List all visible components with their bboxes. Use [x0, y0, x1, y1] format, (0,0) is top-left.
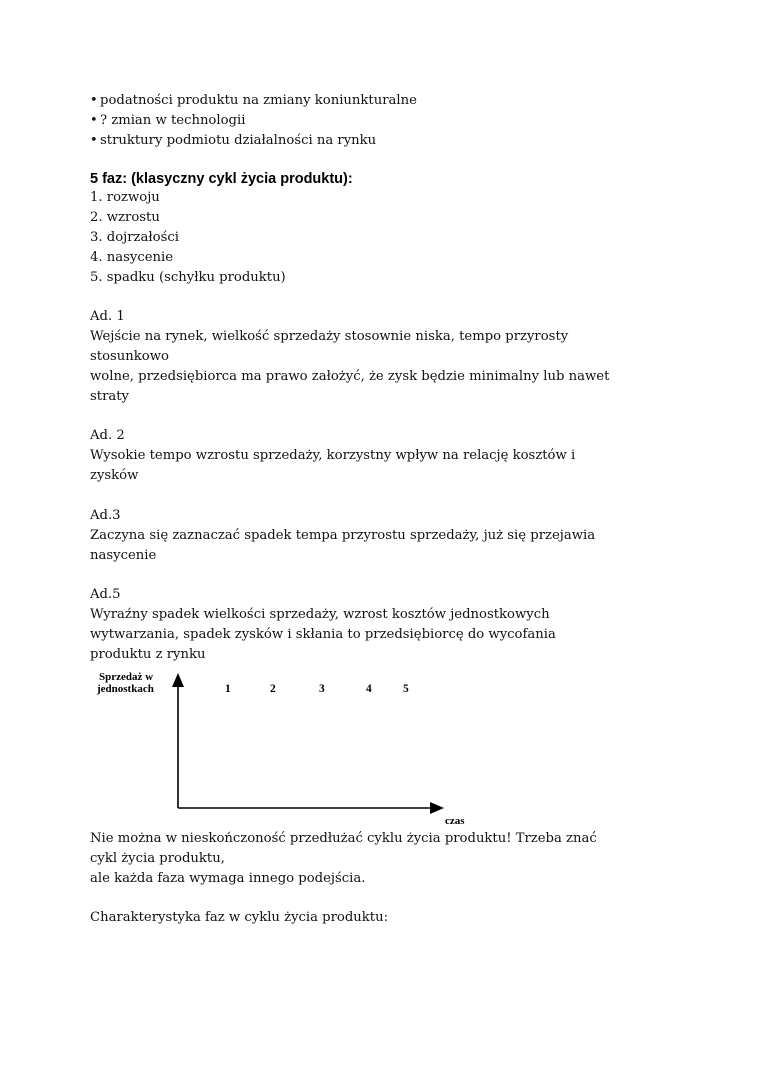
- phase-number-3: 3: [319, 683, 325, 695]
- phase-number-5: 5: [403, 683, 409, 695]
- bullet-item: • struktury podmiotu działalności na rynku: [90, 131, 376, 151]
- ad5-title: Ad.5: [90, 587, 121, 602]
- y-axis-arrow-icon: [172, 673, 184, 687]
- phase-item: 1. rozwoju: [90, 190, 160, 205]
- ad1-text-line: straty: [90, 389, 129, 404]
- ad3-text-line: nasycenie: [90, 548, 157, 563]
- ad5-text-line: Wyraźny spadek wielkości sprzedaży, wzrost kosztów jednostkowych: [90, 607, 550, 622]
- lifecycle-diagram: [90, 668, 490, 832]
- ad3-title: Ad.3: [90, 508, 121, 523]
- closing-text-line: Nie można w nieskończoność przedłużać cyklu życia produktu! Trzeba znać: [90, 831, 597, 846]
- phase-number-2: 2: [270, 683, 276, 695]
- phase-item: 5. spadku (schyłku produktu): [90, 270, 286, 285]
- y-axis-label-line1: Sprzedaż w: [99, 671, 154, 683]
- phases-heading: 5 faz: (klasyczny cykl życia produktu):: [90, 171, 353, 187]
- ad3-text-line: Zaczyna się zaznaczać spadek tempa przyrostu sprzedaży, już się przejawia: [90, 528, 596, 543]
- closing-text-line: cykl życia produktu,: [90, 851, 225, 866]
- x-axis-label: czas: [445, 815, 465, 827]
- phase-number-1: 1: [225, 683, 231, 695]
- ad5-text-line: wytwarzania, spadek zysków i skłania to przedsiębiorcę do wycofania: [90, 627, 556, 642]
- ad2-text-line: Wysokie tempo wzrostu sprzedaży, korzystny wpływ na relację kosztów i: [90, 448, 576, 463]
- ad1-text-line: Wejście na rynek, wielkość sprzedaży stosownie niska, tempo przyrosty: [90, 329, 569, 344]
- bullet-item: • podatności produktu na zmiany koniunkturalne: [90, 91, 417, 111]
- bullet-item: • ? zmian w technologii: [90, 111, 245, 131]
- ad5-text-line: produktu z rynku: [90, 647, 206, 662]
- ad1-text-line: wolne, przedsiębiorca ma prawo założyć, że zysk będzie minimalny lub nawet: [90, 369, 610, 384]
- ad2-title: Ad. 2: [90, 428, 125, 443]
- ad2-text-line: zysków: [90, 468, 139, 483]
- characteristics-heading: Charakterystyka faz w cyklu życia produktu:: [90, 910, 389, 925]
- ad1-title: Ad. 1: [90, 309, 125, 324]
- phase-item: 2. wzrostu: [90, 210, 160, 225]
- phase-number-4: 4: [366, 683, 372, 695]
- x-axis-arrow-icon: [430, 802, 444, 814]
- phase-item: 4. nasycenie: [90, 250, 174, 265]
- y-axis-label-line2: jednostkach: [97, 683, 154, 695]
- ad1-text-line: stosunkowo: [90, 349, 169, 364]
- closing-text-line: ale każda faza wymaga innego podejścia.: [90, 871, 366, 886]
- phase-item: 3. dojrzałości: [90, 230, 179, 245]
